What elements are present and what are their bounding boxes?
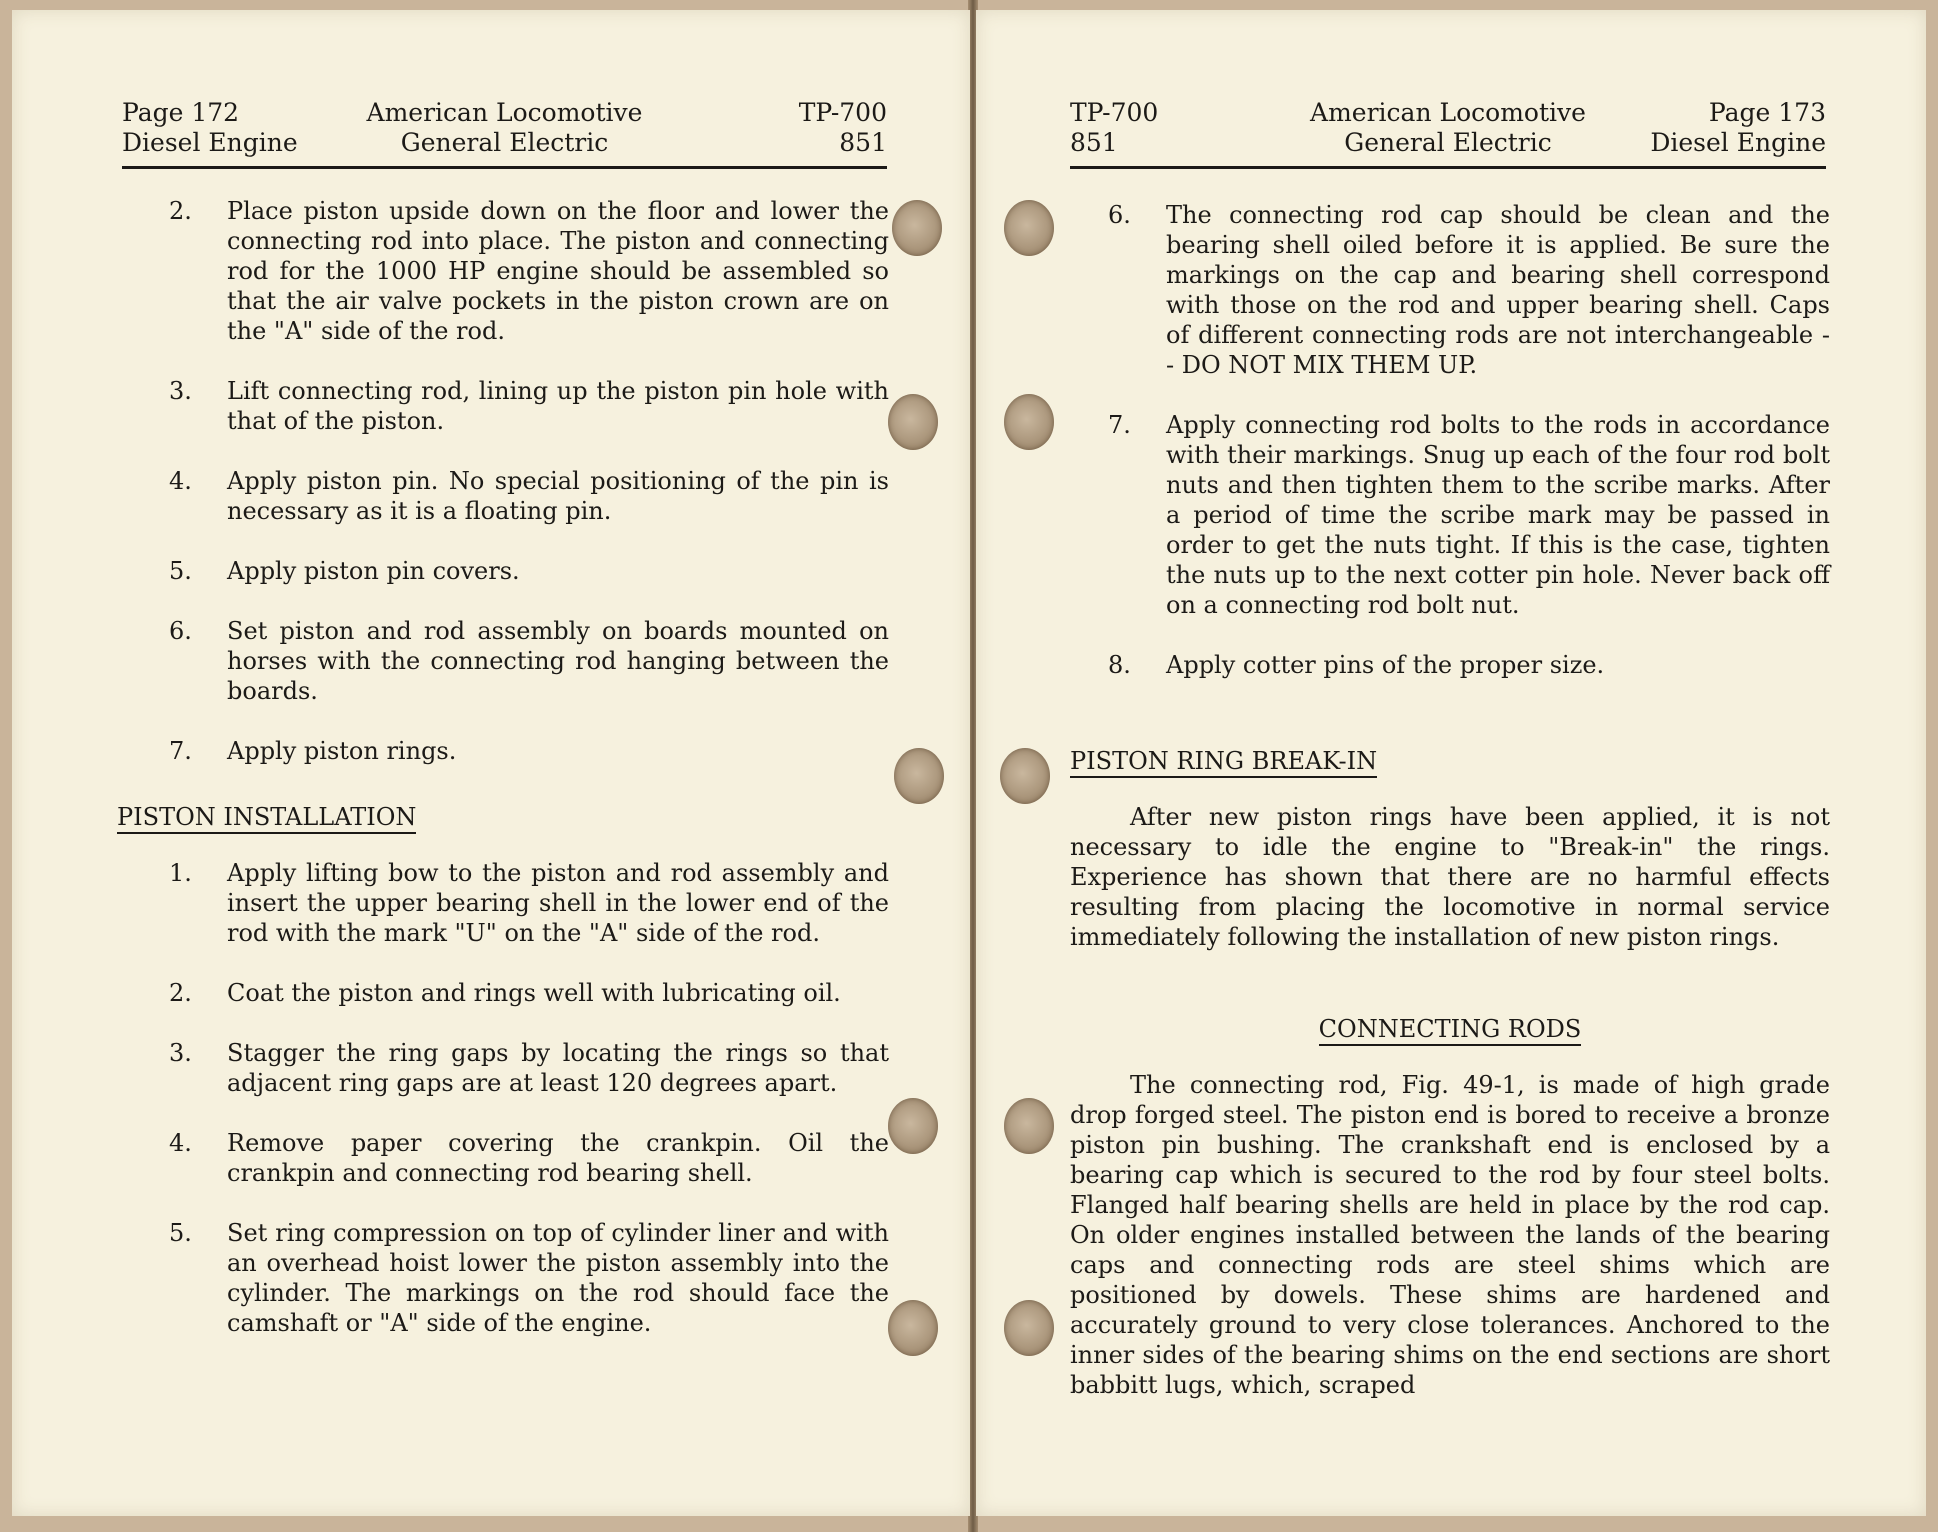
item-number: 7.: [169, 737, 192, 765]
right-page-header: [1070, 88, 1826, 169]
paragraph-connecting-rods: The connecting rod, Fig. 49-1, is made of high grade drop forged steel. The piston end is bored to receive a bronze piston pin bushing. The crankshaft end is enclosed by a bearing cap which is secured to the rod by four steel bolts. Flanged half bearing shells are held in place by the rod cap. On older engines installed between the lands of the bearing caps and connecting rods are steel shims which are positioned by dowels. These shims are hardened and accurately ground to very close tolerances. Anchored to the inner sides of the bearing shims on the end sections are short babbitt lugs, which, scraped: [1070, 1071, 1830, 1399]
binder-hole: [1004, 200, 1054, 256]
list-item: [117, 196, 889, 346]
item-text: Apply connecting rod bolts to the rods in accordance with their markings. Snug up each of the four rod bolt nuts and then tighten them to the scribe marks. After a period of time the scribe mark may be passed in order to get the nuts tight. If this is the case, tighten the nuts up to the next cotter pin hole. Never back off on a connecting rod bolt nut.: [1166, 411, 1830, 619]
binder-hole: [888, 394, 938, 450]
binder-hole: [894, 748, 944, 804]
item-text: Set ring compression on top of cylinder liner and with an overhead hoist lower the piston assembly into the cylinder. The markings on the rod should face the camshaft or "A" side of the engine.: [227, 1219, 889, 1337]
list-item: [1070, 650, 1830, 680]
company-line-1: American Locomotive: [366, 98, 643, 127]
right-page: [976, 10, 1926, 1516]
item-text: Place piston upside down on the floor and lower the connecting rod into place. The piston and connecting rod for the 1000 HP engine should be assembled so that the air valve pockets in the piston crown are on the "A" side of the rod.: [227, 197, 889, 345]
item-text: Lift connecting rod, lining up the piston pin hole with that of the piston.: [227, 377, 889, 435]
list-item: [117, 466, 889, 526]
section-title-connecting-rods: CONNECTING RODS: [1319, 1014, 1582, 1046]
section-label: Diesel Engine: [122, 128, 298, 157]
document-code: 851: [1070, 128, 1118, 157]
company-line-2: General Electric: [1344, 128, 1552, 157]
section-title-wrap: [1070, 1008, 1830, 1070]
item-text: Apply cotter pins of the proper size.: [1166, 651, 1605, 679]
list-item: [117, 616, 889, 706]
item-text: Apply lifting bow to the piston and rod assembly and insert the upper bearing shell in the lower end of the rod with the mark "U" on the "A" side of the rod.: [227, 859, 889, 947]
item-number: 6.: [1108, 201, 1131, 229]
item-text: The connecting rod cap should be clean and the bearing shell oiled before it is applied. Be sure the markings on the cap and bearing shell correspond with those on the rod and upper bearing shell. Caps of different connecting rods are not interchangeable - - DO NOT MIX THEM UP.: [1166, 201, 1830, 379]
company-line-1: American Locomotive: [1310, 98, 1586, 127]
section-label: Diesel Engine: [1650, 128, 1826, 157]
item-text: Apply piston rings.: [227, 737, 457, 765]
page-number: Page 172: [122, 98, 240, 127]
item-number: 2.: [169, 197, 192, 225]
list-item: [117, 1218, 889, 1338]
item-text: Apply piston pin covers.: [227, 557, 520, 585]
list-item: [117, 858, 889, 948]
binder-hole: [1004, 1300, 1054, 1356]
list-item: [1070, 410, 1830, 620]
left-page: [12, 10, 970, 1516]
item-number: 3.: [169, 377, 192, 405]
item-number: 8.: [1108, 651, 1131, 679]
list-item: [117, 1128, 889, 1188]
tp-number: TP-700: [1070, 98, 1159, 127]
paragraph-break-in: After new piston rings have been applied, it is not necessary to idle the engine to "Break-in" the rings. Experience has shown that there are no harmful effects resulting from placing the locomotive in normal service immediately following the installation of new piston rings.: [1070, 803, 1830, 951]
item-text: Remove paper covering the crankpin. Oil the crankpin and connecting rod bearing shell.: [227, 1129, 889, 1187]
section-title-piston-ring-break-in: PISTON RING BREAK-IN: [1070, 746, 1377, 778]
tp-number: TP-700: [798, 98, 887, 127]
binder-hole: [888, 1300, 938, 1356]
item-text: Stagger the ring gaps by locating the rings so that adjacent ring gaps are at least 120 degrees apart.: [227, 1039, 889, 1097]
list-item: [117, 556, 889, 586]
item-number: 7.: [1108, 411, 1131, 439]
item-number: 6.: [169, 617, 192, 645]
left-header-center: [122, 98, 887, 158]
right-header-right: [1650, 98, 1826, 158]
section-title-piston-installation: PISTON INSTALLATION: [117, 802, 416, 834]
binder-hole: [1004, 394, 1054, 450]
binder-hole: [1000, 748, 1050, 804]
item-text: Coat the piston and rings well with lubricating oil.: [227, 979, 841, 1007]
item-number: 5.: [169, 557, 192, 585]
binder-hole: [892, 200, 942, 256]
company-line-2: General Electric: [400, 128, 609, 157]
binder-hole: [1004, 1098, 1054, 1154]
page-number: Page 173: [1708, 98, 1826, 127]
list-item: [1070, 200, 1830, 380]
right-page-body: [1070, 200, 1830, 1430]
item-number: 4.: [169, 467, 192, 495]
item-number: 1.: [169, 859, 192, 887]
item-number: 5.: [169, 1219, 192, 1247]
left-header-right: [799, 98, 887, 158]
left-page-header: [122, 88, 887, 169]
list-item: [117, 1038, 889, 1098]
item-number: 3.: [169, 1039, 192, 1067]
document-code: 851: [839, 128, 887, 157]
item-text: Apply piston pin. No special positioning of the pin is necessary as it is a floating pin.: [227, 467, 889, 525]
item-number: 4.: [169, 1129, 192, 1157]
list-item: [117, 978, 889, 1008]
binder-hole: [888, 1098, 938, 1154]
item-text: Set piston and rod assembly on boards mounted on horses with the connecting rod hanging between the boards.: [227, 617, 889, 705]
list-item: [117, 376, 889, 436]
left-page-body: [117, 196, 889, 1368]
item-number: 2.: [169, 979, 192, 1007]
list-item: [117, 736, 889, 766]
